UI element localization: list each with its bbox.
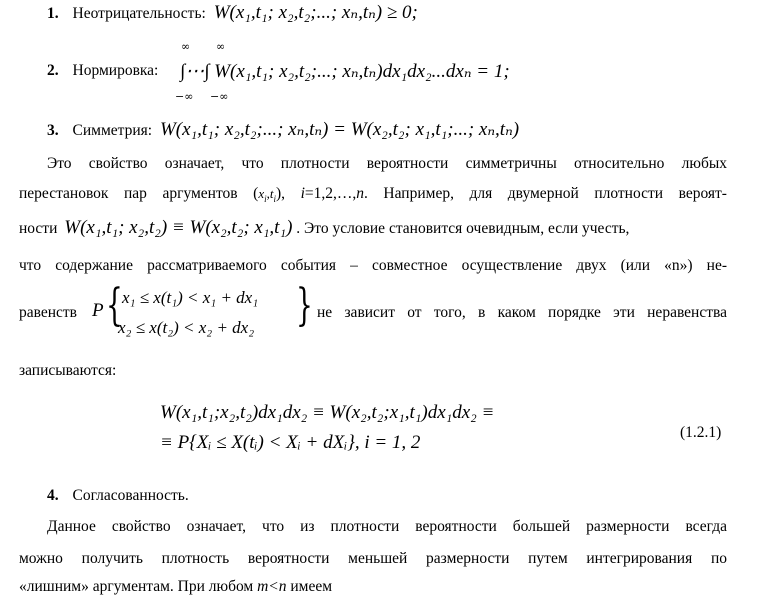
probability-symbol: P bbox=[92, 300, 104, 321]
paragraph-line: не зависит от того, в каком порядке эти неравенства bbox=[317, 304, 727, 321]
right-brace: } bbox=[296, 280, 313, 331]
paragraph-line: записываются: bbox=[19, 362, 117, 379]
formula-2d-symmetry: W(x₁,t₁; x₂,t₂) ≡ W(x₂,t₂; x₁,t₁) bbox=[64, 217, 293, 238]
item-label: Нормировка: bbox=[72, 62, 159, 79]
formula-symmetry: W(x₁,t₁; x₂,t₂;...; xₙ,tₙ) = W(x₂,t₂; x₁,t₁;...; xₙ,tₙ) bbox=[159, 119, 520, 140]
inequality-2: x₂ ≤ x(t₂) < x₂ + dx₂ bbox=[118, 318, 255, 337]
item-number: 3. bbox=[47, 122, 59, 139]
paragraph-line: перестановок пар аргументов $(x_i,t_i)$, i=1,2,…,n. Например, для двумерной плотности вероят- bbox=[19, 185, 727, 204]
paragraph-line: ности W(x₁,t₁; x₂,t₂) ≡ W(x₂,t₂; x₁,t₁) . Это условие становится очевидным, если учесть, bbox=[19, 217, 630, 238]
item-3 bbox=[47, 121, 519, 140]
formula-nonnegativity: W(x₁,t₁; x₂,t₂;...; xₙ,tₙ) ≥ 0; bbox=[213, 2, 418, 23]
equation-tag: (1.2.1) bbox=[680, 424, 722, 441]
item-number: 2. bbox=[47, 62, 59, 79]
inequality-1: x₁ ≤ x(t₁) < x₁ + dx₁ bbox=[122, 288, 259, 307]
paragraph-line-label: равенств bbox=[19, 304, 78, 321]
paragraph-line: Данное свойство означает, что из плотности вероятности большей размерности всегда bbox=[47, 518, 727, 535]
item-label: Неотрицательность: bbox=[72, 5, 206, 22]
formula-normalization: ∫⋯∫ W(x₁,t₁; x₂,t₂;...; xₙ,tₙ)dx₁dx₂...dxₙ = 1; bbox=[180, 61, 510, 82]
paragraph-line: что содержание рассматриваемого события – совместное осуществление двух (или «n») не- bbox=[19, 257, 727, 274]
paragraph-line: «лишним» аргументам. При любом m<n имеем bbox=[19, 578, 333, 595]
paragraph-line: можно получить плотность вероятности меньшей размерности путем интегрирования по bbox=[19, 550, 727, 567]
condition-m-less-n: m<n bbox=[257, 578, 287, 595]
integral-upper-limit: ∞ bbox=[181, 40, 191, 53]
integral-lower-limit: −∞ bbox=[175, 90, 194, 103]
equation-line-1: W(x₁,t₁;x₂,t₂)dx₁dx₂ ≡ W(x₂,t₂;x₁,t₁)dx₁dx₂ ≡ bbox=[160, 402, 495, 423]
item-label: Согласованность. bbox=[72, 487, 189, 504]
paragraph-line: Это свойство означает, что плотности вероятности симметричны относительно любых bbox=[47, 155, 727, 172]
item-1 bbox=[47, 4, 418, 23]
item-2 bbox=[47, 62, 158, 80]
item-label: Симметрия: bbox=[72, 122, 153, 139]
integral-upper-limit: ∞ bbox=[216, 40, 226, 53]
equation-line-2: ≡ P{Xᵢ ≤ X(tᵢ) < Xᵢ + dXᵢ}, i = 1, 2 bbox=[160, 432, 421, 453]
left-brace: { bbox=[106, 280, 123, 331]
item-number: 4. bbox=[47, 487, 59, 504]
integral-lower-limit: −∞ bbox=[210, 90, 229, 103]
item-4 bbox=[47, 487, 189, 505]
item-number: 1. bbox=[47, 5, 59, 22]
